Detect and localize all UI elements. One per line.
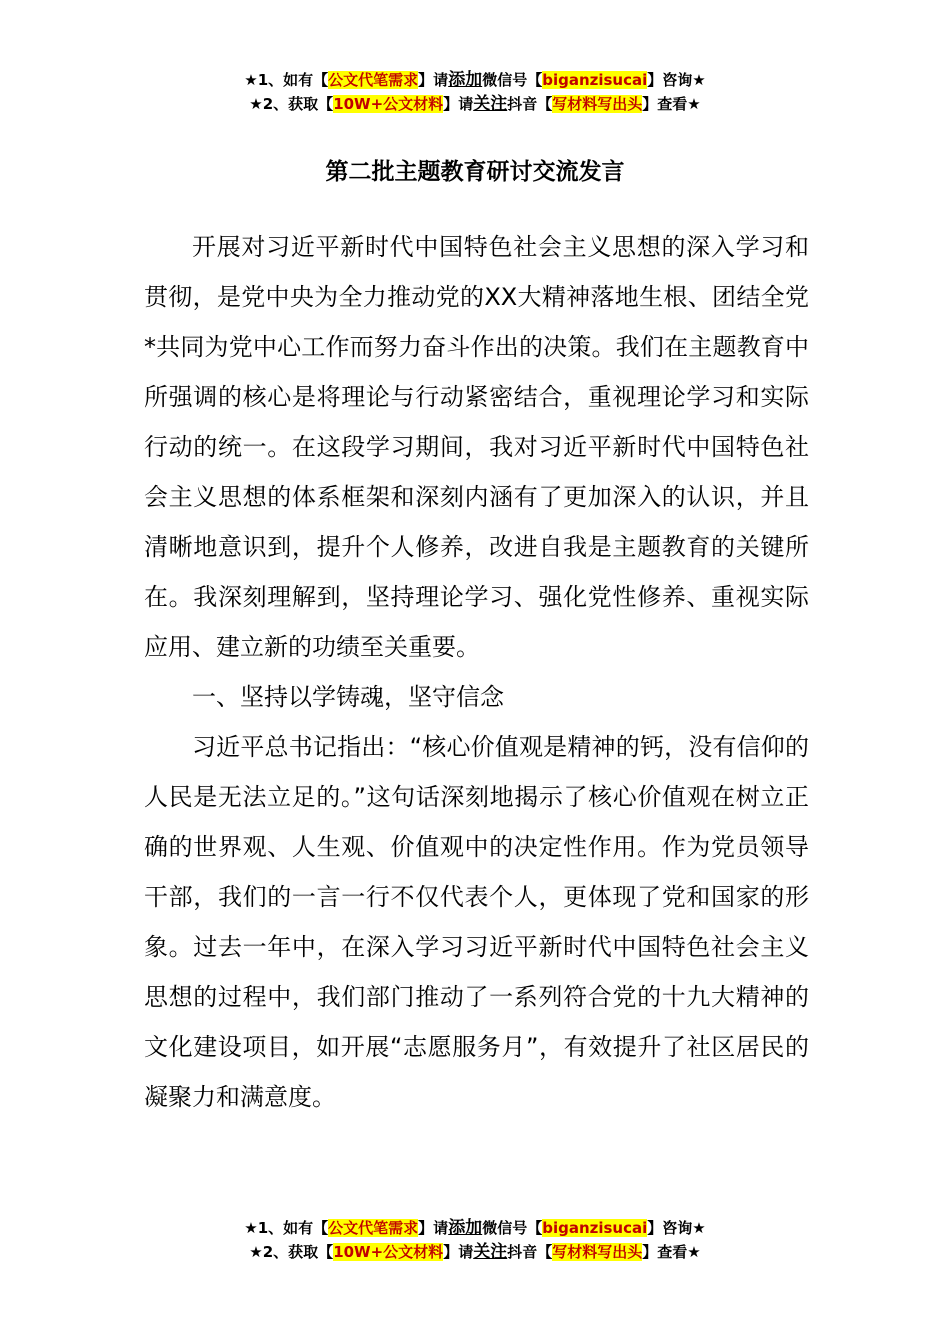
banner-emphasis: 关注 bbox=[473, 1242, 508, 1262]
banner-text: 】查看★ bbox=[642, 95, 701, 113]
banner-text: 】查看★ bbox=[642, 1243, 701, 1261]
banner-highlight: 10W+公文材料 bbox=[333, 95, 444, 113]
document-title: 第二批主题教育研讨交流发言 bbox=[325, 159, 625, 185]
banner-emphasis: 添加 bbox=[448, 70, 483, 90]
document-body bbox=[144, 222, 809, 1122]
header-banner bbox=[0, 68, 950, 116]
banner-emphasis: 添加 bbox=[448, 1218, 483, 1238]
paragraph: 习近平总书记指出：“核心价值观是精神的钙，没有信仰的人民是无法立足的。”这句话深刻地揭示了核心价值观在树立正确的世界观、人生观、价值观中的决定性作用。作为党员领导干部，我们的一言一行不仅代表个人，更体现了党和国家的形象。过去一年中，在深入学习习近平新时代中国特色社会主义思想的过程中，我们部门推动了一系列符合党的十九大精神的文化建设项目，如开展“志愿服务月”，有效提升了社区居民的凝聚力和满意度。 bbox=[144, 733, 809, 1111]
footer-banner bbox=[0, 1216, 950, 1264]
banner-line-1 bbox=[0, 1216, 950, 1240]
banner-text: ★1、如有【 bbox=[244, 1219, 329, 1237]
banner-highlight: 10W+公文材料 bbox=[333, 1243, 444, 1261]
banner-text: ★2、获取【 bbox=[249, 1243, 334, 1261]
banner-line-2 bbox=[0, 92, 950, 116]
banner-text: ★2、获取【 bbox=[249, 95, 334, 113]
banner-highlight: 公文代笔需求 bbox=[328, 71, 419, 89]
paragraph: 开展对习近平新时代中国特色社会主义思想的深入学习和贯彻，是党中央为全力推动党的XX大精神落地生根、团结全党*共同为党中心工作而努力奋斗作出的决策。我们在主题教育中所强调的核心是将理论与行动紧密结合，重视理论学习和实际行动的统一。在这段学习期间，我对习近平新时代中国特色社会主义思想的体系框架和深刻内涵有了更加深入的认识，并且清晰地意识到，提升个人修养，改进自我是主题教育的关键所在。我深刻理解到，坚持理论学习、强化党性修养、重视实际应用、建立新的功绩至关重要。 bbox=[144, 233, 809, 661]
banner-highlight: 写材料写出头 bbox=[552, 95, 643, 113]
banner-highlight: biganzisucai bbox=[542, 1219, 648, 1237]
banner-highlight: biganzisucai bbox=[542, 71, 648, 89]
banner-text: 抖音【 bbox=[507, 95, 553, 113]
banner-text: 】请 bbox=[443, 95, 474, 113]
banner-highlight: 写材料写出头 bbox=[552, 1243, 643, 1261]
banner-text: 抖音【 bbox=[507, 1243, 553, 1261]
banner-line-1 bbox=[0, 68, 950, 92]
banner-emphasis: 关注 bbox=[473, 94, 508, 114]
banner-text: 】请 bbox=[418, 71, 449, 89]
banner-text: 】请 bbox=[418, 1219, 449, 1237]
banner-line-2 bbox=[0, 1240, 950, 1264]
banner-text: 微信号【 bbox=[482, 1219, 543, 1237]
banner-text: 】咨询★ bbox=[647, 1219, 706, 1237]
banner-text: ★1、如有【 bbox=[244, 71, 329, 89]
section-heading: 一、坚持以学铸魂，坚守信念 bbox=[192, 683, 504, 711]
banner-highlight: 公文代笔需求 bbox=[328, 1219, 419, 1237]
banner-text: 微信号【 bbox=[482, 71, 543, 89]
banner-text: 】咨询★ bbox=[647, 71, 706, 89]
banner-text: 】请 bbox=[443, 1243, 474, 1261]
